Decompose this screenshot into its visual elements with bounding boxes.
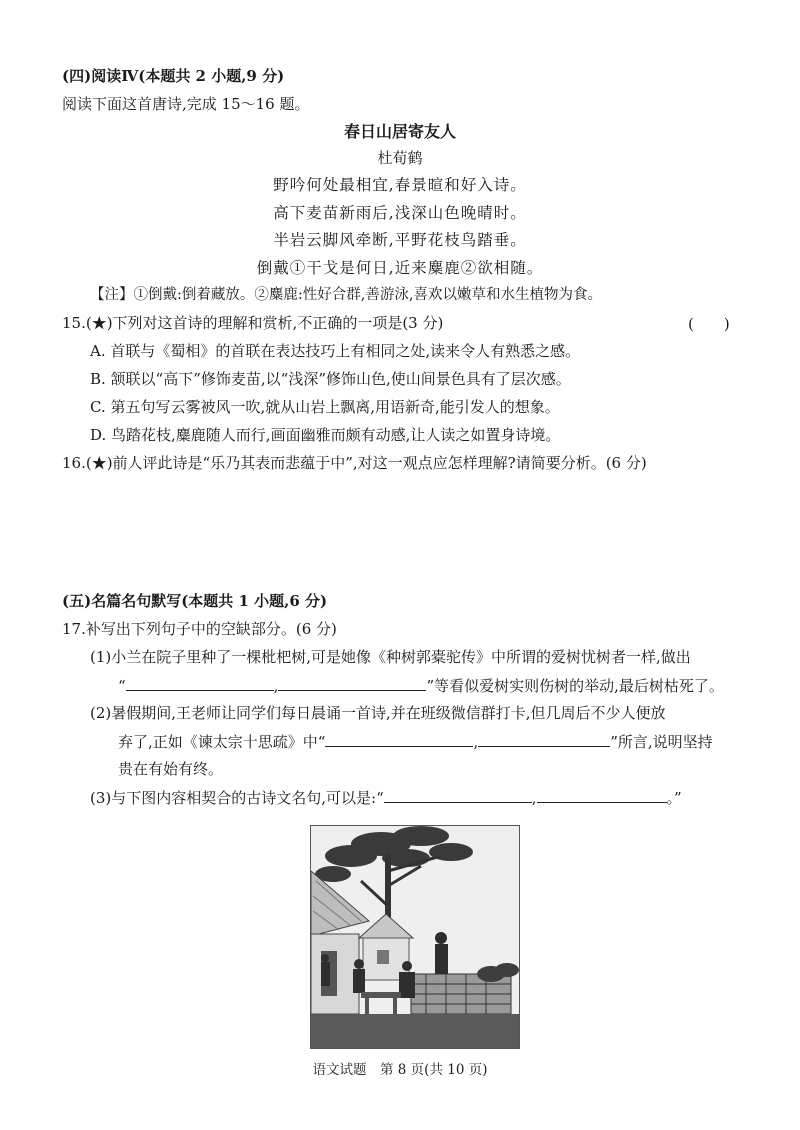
q17-item2-line2 [118, 731, 713, 752]
answer-blank[interactable] [278, 675, 426, 691]
q17-item2-line1: (2)暑假期间,王老师让同学们每日晨诵一首诗,并在班级微信群打卡,但几周后不少人便放 [90, 704, 666, 722]
q15-stem: 15.(★)下列对这首诗的理解和赏析,不正确的一项是(3 分) [62, 314, 444, 332]
q17-item1-line2 [118, 675, 724, 696]
item1-tail: ”等看似爱树实则伤树的举动,最后树枯死了。 [426, 677, 724, 695]
poem-line: 野吟何处最相宜,春景暄和好入诗。 [273, 176, 527, 194]
answer-blank[interactable] [537, 787, 667, 803]
poem-line: 半岩云脚风牵断,平野花枝鸟踏垂。 [273, 231, 527, 249]
illustration-drawing [311, 826, 519, 1048]
answer-blank[interactable] [325, 731, 473, 747]
section4-heading: (四)阅读Ⅳ(本题共 2 小题,9 分) [62, 67, 285, 85]
comma: , [473, 733, 479, 751]
item3-head: (3)与下图内容相契合的古诗文名句,可以是:“ [90, 789, 384, 807]
poem-line: 倒戴①干戈是何日,近来麋鹿②欲相随。 [256, 259, 544, 277]
answer-blank[interactable] [478, 731, 610, 747]
section4-instruction: 阅读下面这首唐诗,完成 15～16 题。 [62, 95, 310, 113]
q17-stem: 17.补写出下列句子中的空缺部分。(6 分) [62, 620, 337, 638]
comma: , [531, 789, 537, 807]
answer-blank[interactable] [384, 787, 532, 803]
q16-stem: 16.(★)前人评此诗是“乐乃其表而悲蕴于中”,对这一观点应怎样理解?请简要分析。(6 分) [62, 454, 647, 472]
q17-item2-line3: 贵在有始有终。 [118, 760, 224, 778]
poem-title: 春日山居寄友人 [343, 122, 456, 141]
q15-option-d: D. 鸟踏花枝,麋鹿随人而行,画面幽雅而颇有动感,让人读之如置身诗境。 [90, 426, 561, 444]
open-quote: “ [118, 677, 126, 695]
section5-heading: (五)名篇名句默写(本题共 1 小题,6 分) [62, 592, 328, 610]
item3-tail: 。” [666, 789, 682, 807]
q15-option-a: A. 首联与《蜀相》的首联在表达技巧上有相同之处,读来令人有熟悉之感。 [90, 342, 581, 360]
poem-note: 【注】①倒戴:倒着藏放。②麋鹿:性好合群,善游泳,喜欢以嫩草和水生植物为食。 [90, 287, 602, 303]
q17-item1-line1: (1)小兰在院子里种了一棵枇杷树,可是她像《种树郭橐驼传》中所谓的爱树忧树者一样,做出 [90, 648, 691, 666]
scholars-courtyard-illustration [310, 825, 520, 1049]
q15-option-b: B. 颔联以“高下”修饰麦苗,以“浅深”修饰山色,使山间景色具有了层次感。 [90, 370, 571, 388]
page-footer: 语文试题 第 8 页(共 10 页) [312, 1062, 488, 1078]
q17-item3 [90, 787, 682, 808]
item2-head: 弃了,正如《谏太宗十思疏》中“ [118, 733, 326, 751]
item2-tail: ”所言,说明坚持 [610, 733, 713, 751]
q15-answer-paren: ( ) [688, 315, 730, 333]
answer-blank[interactable] [126, 675, 274, 691]
poem-line: 高下麦苗新雨后,浅深山色晚晴时。 [273, 204, 527, 222]
poem-author: 杜荀鹤 [377, 149, 423, 167]
q15-option-c: C. 第五句写云雾被风一吹,就从山岩上飘离,用语新奇,能引发人的想象。 [90, 398, 560, 416]
comma: , [273, 677, 279, 695]
